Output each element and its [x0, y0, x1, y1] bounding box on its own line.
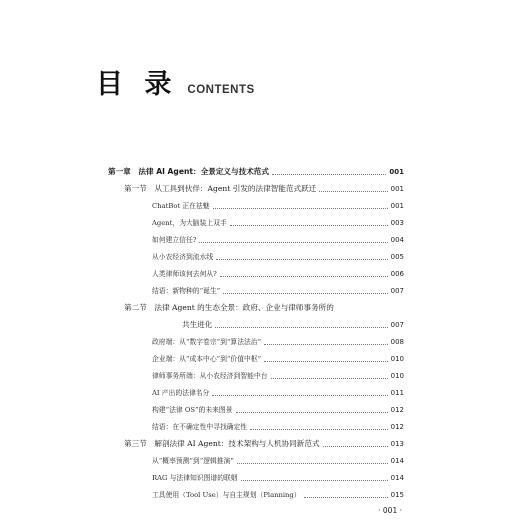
toc-entry-item[interactable] — [0, 266, 520, 282]
toc-entry-page: 005 — [390, 253, 404, 261]
toc-entry-label: Agent，为大脑装上双手 — [152, 219, 227, 227]
toc-entry-chapter-1[interactable] — [0, 164, 520, 180]
toc-entry-page: 014 — [390, 474, 404, 482]
leader-dots — [319, 190, 387, 192]
toc-entry-item[interactable] — [0, 402, 520, 418]
leader-dots — [236, 411, 388, 413]
page-number: · 001 · — [378, 506, 402, 515]
toc-subtitle: CONTENTS — [187, 84, 255, 96]
leader-dots — [241, 479, 388, 481]
toc-entry-page: 010 — [390, 355, 404, 363]
toc-title: 目 录 — [96, 69, 178, 100]
toc-entry-page: 004 — [390, 236, 404, 244]
toc-entry-page: 011 — [390, 389, 404, 397]
leader-dots — [271, 377, 388, 379]
toc-entry-item[interactable] — [0, 351, 520, 367]
toc-entry-label: 人类律师该何去何从? — [152, 270, 217, 278]
leader-dots — [215, 326, 387, 328]
toc-entry-section-1[interactable] — [0, 181, 520, 197]
toc-entry-item[interactable] — [0, 419, 520, 435]
toc-entry-page: 001 — [390, 202, 404, 210]
toc-entry-page: 010 — [390, 372, 404, 380]
leader-dots — [216, 258, 387, 260]
toc-entry-section-2[interactable] — [0, 300, 520, 316]
toc-entry-section-3[interactable] — [0, 436, 520, 452]
toc-entry-label: 结语：新物种的“诞生” — [152, 287, 221, 295]
toc-entry-label: 如何建立信任? — [152, 236, 197, 244]
toc-entry-item[interactable] — [0, 368, 520, 384]
leader-dots — [264, 343, 388, 345]
toc-entry-page: 008 — [390, 338, 404, 346]
toc-entry-label: 结语：在不确定性中寻找确定性 — [152, 423, 248, 431]
toc-entry-label: AI 产出的法律名分 — [152, 389, 210, 397]
toc-entry-label: 从“概率预测”到“逻辑推演” — [152, 457, 234, 465]
toc-entry-label: 第一节 从工具到伙伴：Agent 引发的法律智能范式跃迁 — [124, 184, 317, 193]
toc-entry-item[interactable] — [0, 215, 520, 231]
toc-entry-page: 001 — [389, 168, 404, 176]
leader-dots — [250, 428, 387, 430]
toc-entry-item[interactable] — [0, 249, 520, 265]
toc-entry-label: 工具使用（Tool Use）与自主规划（Planning） — [152, 491, 301, 499]
toc-entry-label: 共生进化 — [182, 320, 213, 329]
toc-entry-page: 014 — [390, 457, 404, 465]
toc-entry-page: 007 — [390, 287, 404, 295]
toc-entry-item[interactable] — [0, 232, 520, 248]
toc-entry-item[interactable] — [0, 283, 520, 299]
toc-entry-item[interactable] — [0, 487, 520, 503]
toc-entry-label: 第三节 解剖法律 AI Agent：技术架构与人机协同新范式 — [124, 439, 320, 448]
toc-entry-label: 从小农经济到流水线 — [152, 253, 214, 261]
toc-entry-label: 构建“法律 OS”的未来图景 — [152, 406, 233, 414]
toc-entry-label: 第一章 法律 AI Agent：全景定义与技术范式 — [108, 167, 269, 176]
leader-dots — [272, 173, 386, 175]
leader-dots — [237, 462, 388, 464]
leader-dots — [323, 445, 388, 447]
toc-entry-item[interactable] — [0, 334, 520, 350]
leader-dots — [213, 207, 388, 209]
leader-dots — [304, 496, 388, 498]
leader-dots — [230, 224, 388, 226]
leader-dots — [220, 275, 388, 277]
leader-dots — [212, 394, 387, 396]
toc-entry-page: 003 — [390, 219, 404, 227]
toc-entry-label: 企业端：从“成本中心”到“价值中枢” — [152, 355, 262, 363]
toc-entry-page: 001 — [390, 185, 404, 193]
toc-entry-label: ChatBot 正在祛魅 — [152, 202, 210, 210]
leader-dots — [223, 292, 388, 294]
toc-entry-item[interactable] — [0, 198, 520, 214]
toc-entry-page: 013 — [390, 440, 404, 448]
toc-entry-label: RAG 与法律知识图谱的联姻 — [152, 474, 238, 482]
leader-dots — [264, 360, 388, 362]
toc-entry-page: 006 — [390, 270, 404, 278]
toc-entry-item[interactable] — [0, 470, 520, 486]
leader-dots — [199, 241, 387, 243]
toc-entry-section-2-cont[interactable] — [0, 317, 520, 333]
toc-entry-page: 012 — [390, 423, 404, 431]
toc-entry-page: 007 — [390, 321, 404, 329]
toc-entry-item[interactable] — [0, 385, 520, 401]
toc-entry-label: 第二节 法律 Agent 的生态全景：政府、企业与律师事务所的 — [124, 303, 334, 312]
toc-entry-page: 015 — [390, 491, 404, 499]
toc-entry-item[interactable] — [0, 453, 520, 469]
toc-entry-page: 012 — [390, 406, 404, 414]
toc-entry-label: 政府端：从“数字卷宗”到“算法法治” — [152, 338, 262, 346]
toc-entry-label: 律师事务所端：从小农经济到智能中台 — [152, 372, 268, 380]
